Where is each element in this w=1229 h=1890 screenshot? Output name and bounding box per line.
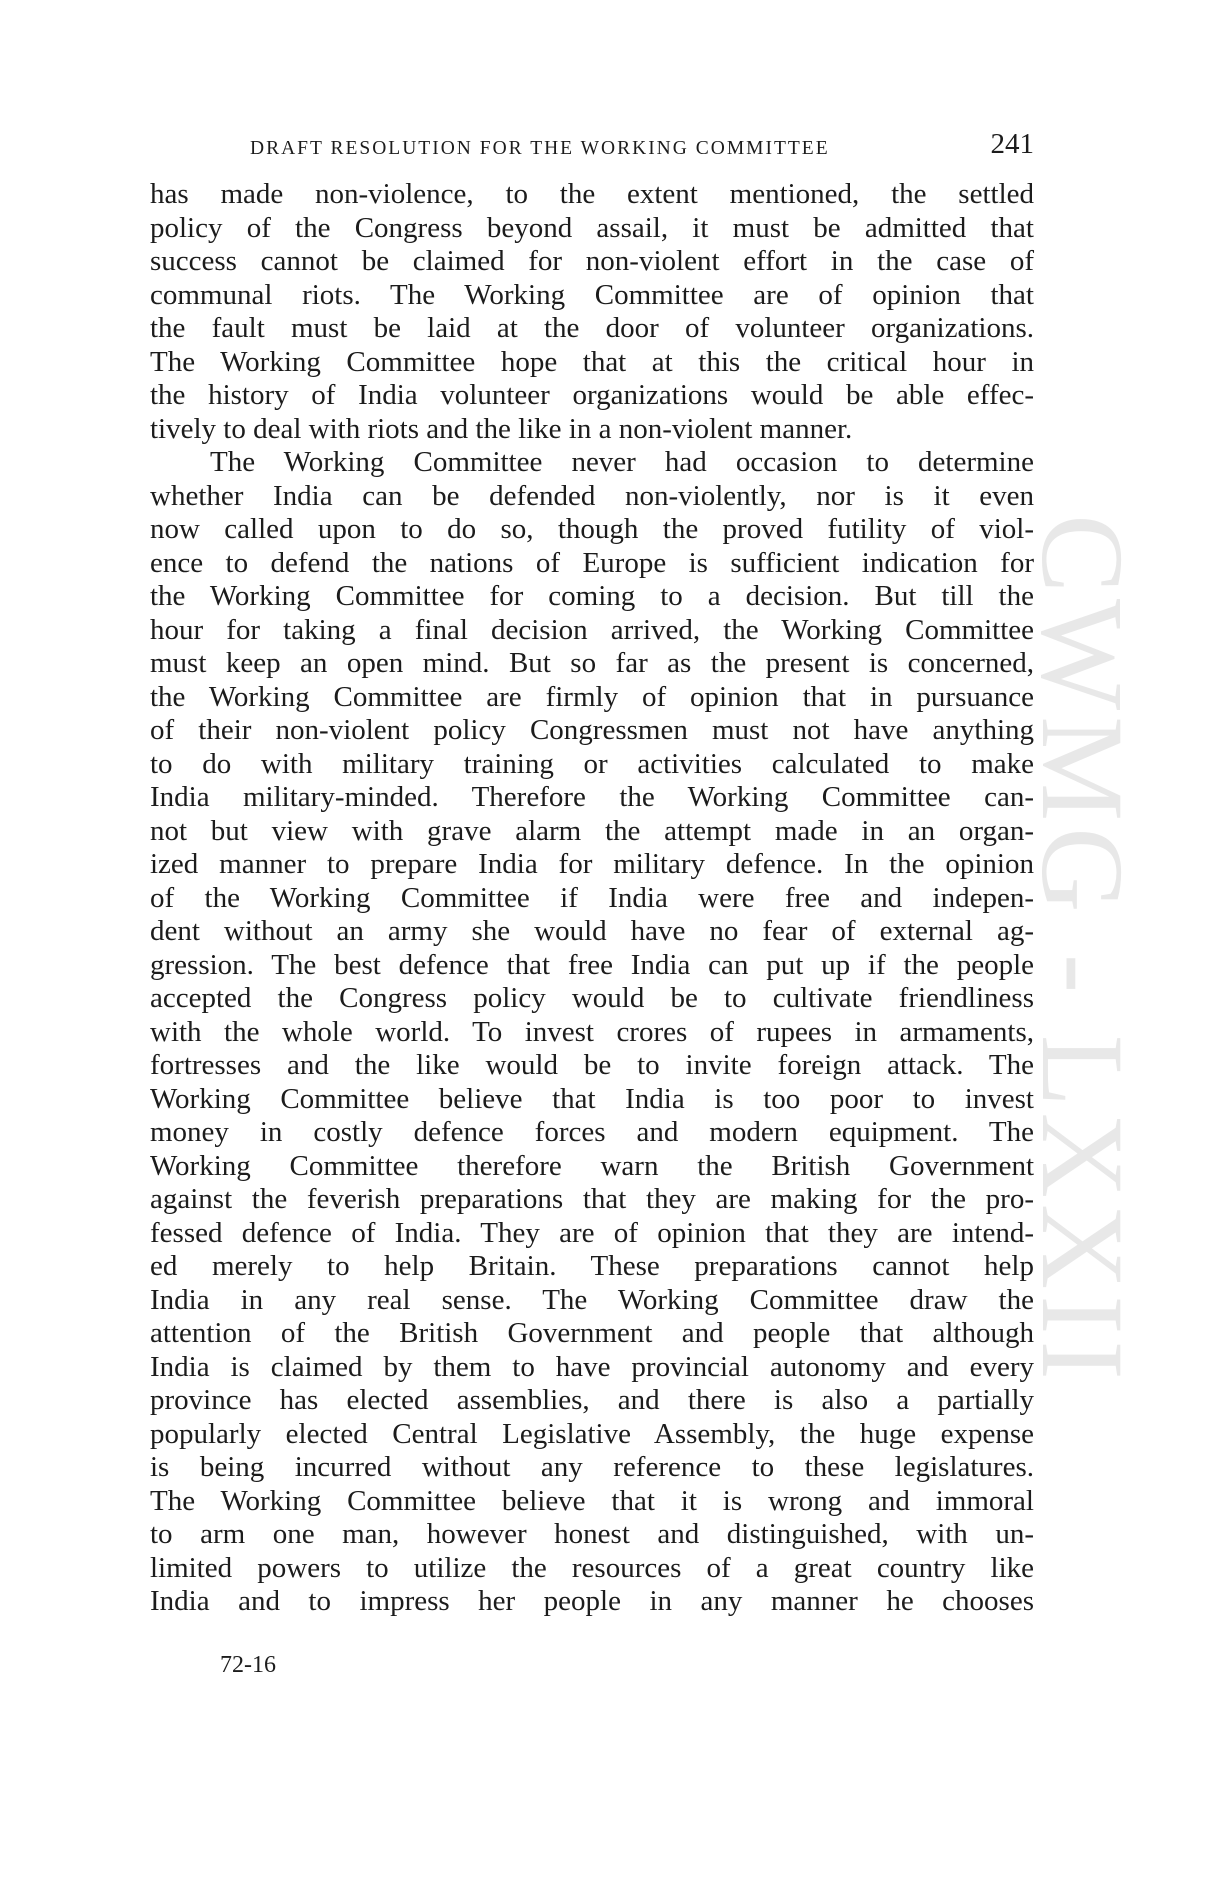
text-line: of the Working Committee if India were free and indepen- (150, 881, 1034, 914)
text-line: The Working Committee hope that at this the critical hour in (150, 345, 1034, 378)
page-number: 241 (990, 128, 1034, 160)
text-line: the history of India volunteer organizations would be able effec- (150, 379, 1034, 411)
text-line: India in any real sense. The Working Committee draw the (150, 1283, 1034, 1316)
body-text (150, 178, 1034, 1619)
text-line: the Working Committee are firmly of opinion that in pursuance (150, 680, 1034, 713)
text-line: India military-minded. Therefore the Working Committee can- (150, 781, 1034, 813)
running-head (150, 122, 1034, 162)
text-line: success cannot be claimed for non-violent effort in the case of (150, 245, 1034, 277)
text-line: money in costly defence forces and modern equipment. The (150, 1116, 1034, 1148)
text-line: gression. The best defence that free India can put up if the people (150, 948, 1034, 981)
text-line: India and to impress her people in any manner he chooses (150, 1585, 1034, 1617)
text-line: ized manner to prepare India for military defence. In the opinion (150, 848, 1034, 880)
text-line: to arm one man, however honest and distinguished, with un- (150, 1518, 1034, 1550)
text-line: the Working Committee for coming to a decision. But till the (150, 580, 1034, 612)
text-line: The Working Committee never had occasion to determine (210, 446, 1034, 478)
text-line: is being incurred without any reference to these legislatures. (150, 1451, 1034, 1483)
signature-mark: 72-16 (220, 1652, 276, 1678)
text-line: against the feverish preparations that they are making for the pro- (150, 1183, 1034, 1215)
text-line: fortresses and the like would be to invite foreign attack. The (150, 1049, 1034, 1081)
text-line: fessed defence of India. They are of opinion that they are intend- (150, 1216, 1034, 1249)
text-line: accepted the Congress policy would be to cultivate friendliness (150, 982, 1034, 1014)
watermark (1017, 430, 1148, 1470)
text-line: has made non-violence, to the extent mentioned, the settled (150, 178, 1034, 210)
text-line: now called upon to do so, though the proved futility of viol- (150, 513, 1034, 545)
text-line: The Working Committee believe that it is wrong and immoral (150, 1484, 1034, 1517)
text-line: ed merely to help Britain. These preparations cannot help (150, 1250, 1034, 1282)
text-line: Working Committee believe that India is too poor to invest (150, 1082, 1034, 1115)
text-line: Working Committee therefore warn the British Government (150, 1149, 1034, 1182)
text-line: must keep an open mind. But so far as the present is concerned, (150, 647, 1034, 679)
text-line: not but view with grave alarm the attempt made in an organ- (150, 814, 1034, 847)
text-line: hour for taking a final decision arrived, the Working Committee (150, 613, 1034, 646)
text-line: to do with military training or activities calculated to make (150, 747, 1034, 780)
watermark-text: CWMG - LXXII (1017, 514, 1148, 1386)
text-line: with the whole world. To invest crores of rupees in armaments, (150, 1015, 1034, 1048)
text-line: ence to defend the nations of Europe is sufficient indication for (150, 546, 1034, 579)
text-line: India is claimed by them to have provincial autonomy and every (150, 1350, 1034, 1383)
text-line: policy of the Congress beyond assail, it must be admitted that (150, 211, 1034, 244)
text-line: the fault must be laid at the door of volunteer organizations. (150, 312, 1034, 344)
text-line: communal riots. The Working Committee are of opinion that (150, 278, 1034, 311)
text-line: of their non-violent policy Congressmen must not have anything (150, 714, 1034, 746)
text-line: dent without an army she would have no fear of external ag- (150, 915, 1034, 947)
text-line: attention of the British Government and people that although (150, 1317, 1034, 1349)
text-line: tively to deal with riots and the like in a non-violent manner. (150, 412, 853, 445)
text-line: limited powers to utilize the resources of a great country like (150, 1551, 1034, 1584)
text-line: province has elected assemblies, and there is also a partially (150, 1384, 1034, 1416)
running-title: DRAFT RESOLUTION FOR THE WORKING COMMITTEE (250, 138, 830, 159)
text-line: whether India can be defended non-violently, nor is it even (150, 479, 1034, 512)
text-line: popularly elected Central Legislative Assembly, the huge expense (150, 1417, 1034, 1450)
